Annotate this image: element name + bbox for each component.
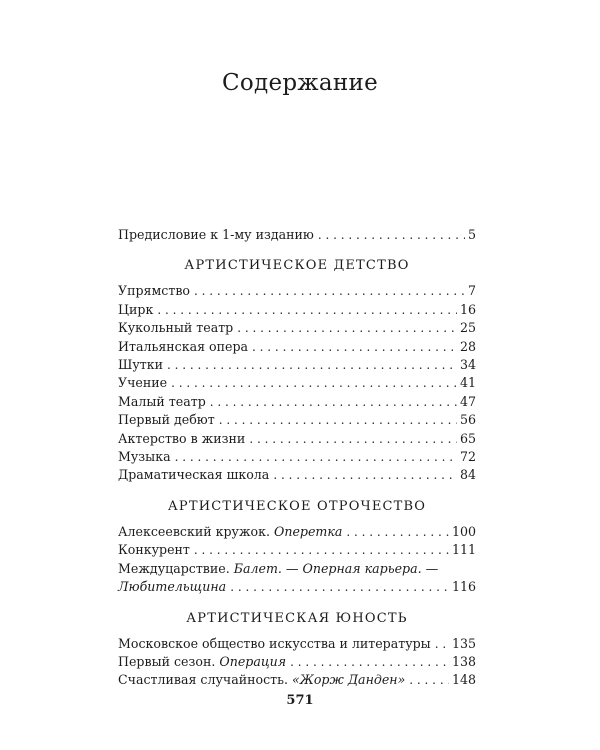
toc-entry[interactable] — [118, 635, 476, 653]
toc-entry[interactable] — [118, 466, 476, 484]
toc-entry-page: 47 — [459, 393, 476, 409]
dot-leader — [157, 301, 457, 319]
toc-entry[interactable] — [118, 653, 476, 671]
toc-entry-title — [118, 653, 286, 671]
toc-entry-page: 5 — [467, 227, 476, 242]
dot-leader — [194, 282, 465, 300]
toc-entry-title: Учение — [118, 375, 168, 391]
toc-entry[interactable] — [118, 541, 476, 559]
section-heading-childhood: АРТИСТИЧЕСКОЕ ДЕТСТВО — [184, 258, 410, 274]
toc-entry-title-main: Счастливая случайность. — [118, 672, 288, 688]
toc-entry-title — [118, 671, 405, 689]
page-title: Содержание — [221, 70, 379, 96]
toc-entry-title: Первый дебют — [118, 412, 215, 428]
toc-entry-title-main: Алексеевский кружок. — [118, 523, 271, 539]
toc-entry-subtitle: Оперетка — [274, 523, 343, 539]
toc-entry-page: 65 — [459, 430, 476, 446]
section-heading-adolescence: АРТИСТИЧЕСКОЕ ОТРОЧЕСТВО — [167, 498, 427, 514]
dot-leader — [409, 671, 449, 689]
toc-entry-page: 116 — [451, 579, 476, 595]
toc-entry[interactable] — [118, 301, 476, 319]
toc-entry-last-line — [118, 578, 476, 596]
toc-entry-title: Упрямство — [118, 283, 190, 299]
toc-entry[interactable] — [118, 560, 476, 597]
toc-entry[interactable] — [118, 282, 476, 300]
toc-entry[interactable] — [118, 523, 476, 541]
toc-entry-title-main: Междуцарствие. — [118, 560, 230, 576]
toc-entry[interactable] — [118, 319, 476, 337]
dot-leader — [230, 578, 449, 596]
toc-entry-subtitle: Балет. — Оперная карьера. — — [233, 560, 439, 576]
toc-entry-title: Московское общество искусства и литературы — [118, 635, 431, 651]
toc-entry-subtitle: «Жорж Данден» — [292, 672, 406, 688]
dot-leader — [249, 430, 457, 448]
toc-entry[interactable] — [118, 448, 476, 466]
dot-leader — [346, 523, 449, 541]
toc-entry-title: Кукольный театр — [118, 320, 234, 336]
dot-leader — [175, 448, 457, 466]
dot-leader — [252, 338, 457, 356]
dot-leader — [318, 226, 465, 244]
toc-entry-title — [118, 523, 342, 541]
section-heading-youth: АРТИСТИЧЕСКАЯ ЮНОСТЬ — [186, 610, 408, 626]
toc-entry-page: 25 — [459, 320, 476, 336]
toc-entry-title: Цирк — [118, 301, 154, 317]
toc-entry-title: Драматическая школа — [118, 467, 270, 483]
toc-entry-page: 7 — [467, 283, 476, 299]
toc-entry[interactable] — [118, 430, 476, 448]
toc-entry[interactable] — [118, 411, 476, 429]
dot-leader — [171, 374, 457, 392]
toc-entry[interactable] — [118, 671, 476, 689]
toc-entry-preface[interactable] — [118, 226, 476, 244]
dot-leader — [194, 541, 449, 559]
toc-entry-page: 135 — [451, 635, 476, 651]
dot-leader — [167, 356, 457, 374]
toc-entry-page: 16 — [459, 301, 476, 317]
toc-entry-title: Актерство в жизни — [118, 430, 246, 446]
page-number: 571 — [286, 693, 314, 708]
dot-leader — [219, 411, 457, 429]
toc-entry[interactable] — [118, 338, 476, 356]
toc-entry-title-main: Первый сезон. — [118, 653, 216, 669]
toc-entry[interactable] — [118, 393, 476, 411]
toc-entry-page: 28 — [459, 338, 476, 354]
toc-entry-page: 100 — [451, 523, 476, 539]
toc-entry-title: Малый театр — [118, 393, 206, 409]
toc-entry-title: Предисловие к 1-му изданию — [118, 227, 314, 242]
toc-entry-title: Шутки — [118, 357, 164, 373]
toc-entry-page: 34 — [459, 357, 476, 373]
dot-leader — [210, 393, 457, 411]
table-of-contents — [118, 226, 476, 690]
toc-entry[interactable] — [118, 374, 476, 392]
toc-entry-page: 41 — [459, 375, 476, 391]
dot-leader — [237, 319, 457, 337]
toc-entry-page: 138 — [451, 653, 476, 669]
toc-entry-title: Итальянская опера — [118, 338, 249, 354]
toc-entry-subtitle: Любительщина — [118, 579, 227, 595]
toc-entry-page: 72 — [459, 449, 476, 465]
toc-entry[interactable] — [118, 356, 476, 374]
dot-leader — [290, 653, 449, 671]
toc-entry-subtitle: Операция — [219, 653, 287, 669]
toc-entry-title: Музыка — [118, 449, 171, 465]
toc-entry-title-line — [118, 560, 476, 578]
toc-entry-page: 111 — [451, 542, 476, 558]
dot-leader — [435, 635, 449, 653]
toc-entry-page: 84 — [459, 467, 476, 483]
toc-entry-title: Конкурент — [118, 542, 190, 558]
toc-entry-page: 56 — [459, 412, 476, 428]
toc-entry-page: 148 — [451, 672, 476, 688]
dot-leader — [273, 466, 457, 484]
